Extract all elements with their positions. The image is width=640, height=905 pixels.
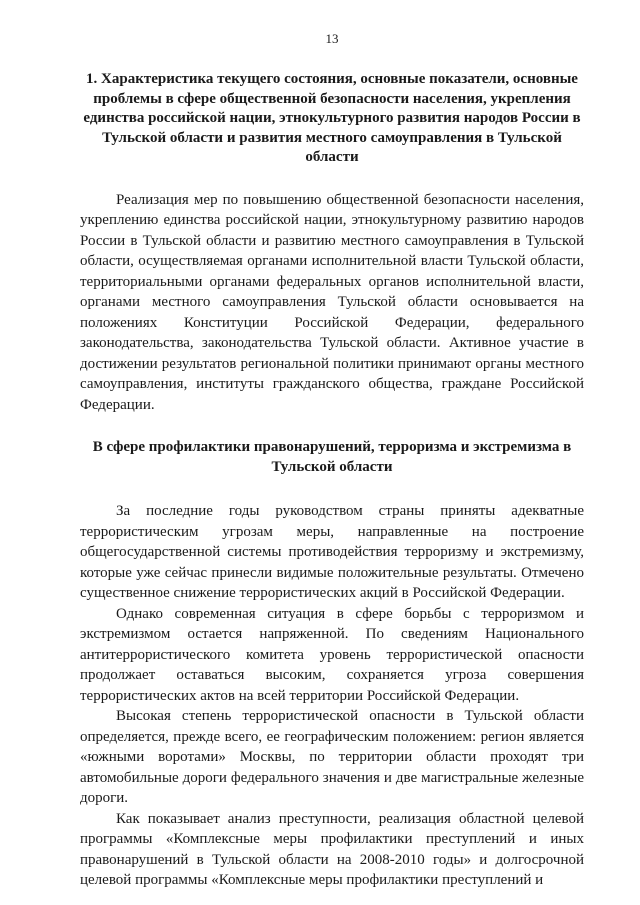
body-paragraph-1: За последние годы руководством страны приняты адекватные террористическим угрозам меры, направленные на построение общегосударственной системы противодействия терроризму и экстремизму, которые уже сейчас принесли видимые положительные результаты. Отмечено существенное снижение террористических акций в Российской Федерации. xyxy=(80,503,584,601)
section-intro-paragraph: Реализация мер по повышению общественной безопасности населения, укреплению единства российской нации, этнокультурному развитию народов России в Тульской области и развитию местного самоуправления в Тульской области, осуществляемая органами исполнительной власти Тульской области, территориальными органами федеральных органов исполнительной власти, органами местного самоуправления Тульской области основывается на положениях Конституции Российской Федерации, федерального законодательства, законодательства Тульской области. Активное участие в достижении результатов региональной политики принимают органы местного самоуправления, институты гражданского общества, граждане Российской Федерации. xyxy=(80,191,584,413)
body-paragraph-3: Высокая степень террористической опасности в Тульской области определяется, прежде всего, ее географическим положением: регион является «южными воротами» Москвы, по территории области проходят три автомобильные дороги федерального значения и две магистральные железные дороги. xyxy=(80,708,584,806)
body-paragraph-4: Как показывает анализ преступности, реализация областной целевой программы «Комплексные меры профилактики преступлений и иных правонарушений в Тульской области на 2008-2010 годы» и долгосрочной целевой программы «Комплексные меры профилактики преступлений и xyxy=(80,810,584,888)
subsection-heading: В сфере профилактики правонарушений, терроризма и экстремизма в Тульской области xyxy=(92,439,572,475)
section-heading: 1. Характеристика текущего состояния, основные показатели, основные проблемы в сфере общественной безопасности населения, укрепления единства российской нации, этнокультурного развития народов России в Тульской области и развития местного самоуправления в Тульской области xyxy=(83,71,581,165)
body-paragraph-2: Однако современная ситуация в сфере борьбы с терроризмом и экстремизмом остается напряженной. По сведениям Национального антитеррористического комитета уровень террористической опасности продолжает оставаться высоким, сохраняется угроза совершения террористических актов на всей территории Российской Федерации. xyxy=(80,605,584,704)
page-number: 13 xyxy=(325,31,339,46)
